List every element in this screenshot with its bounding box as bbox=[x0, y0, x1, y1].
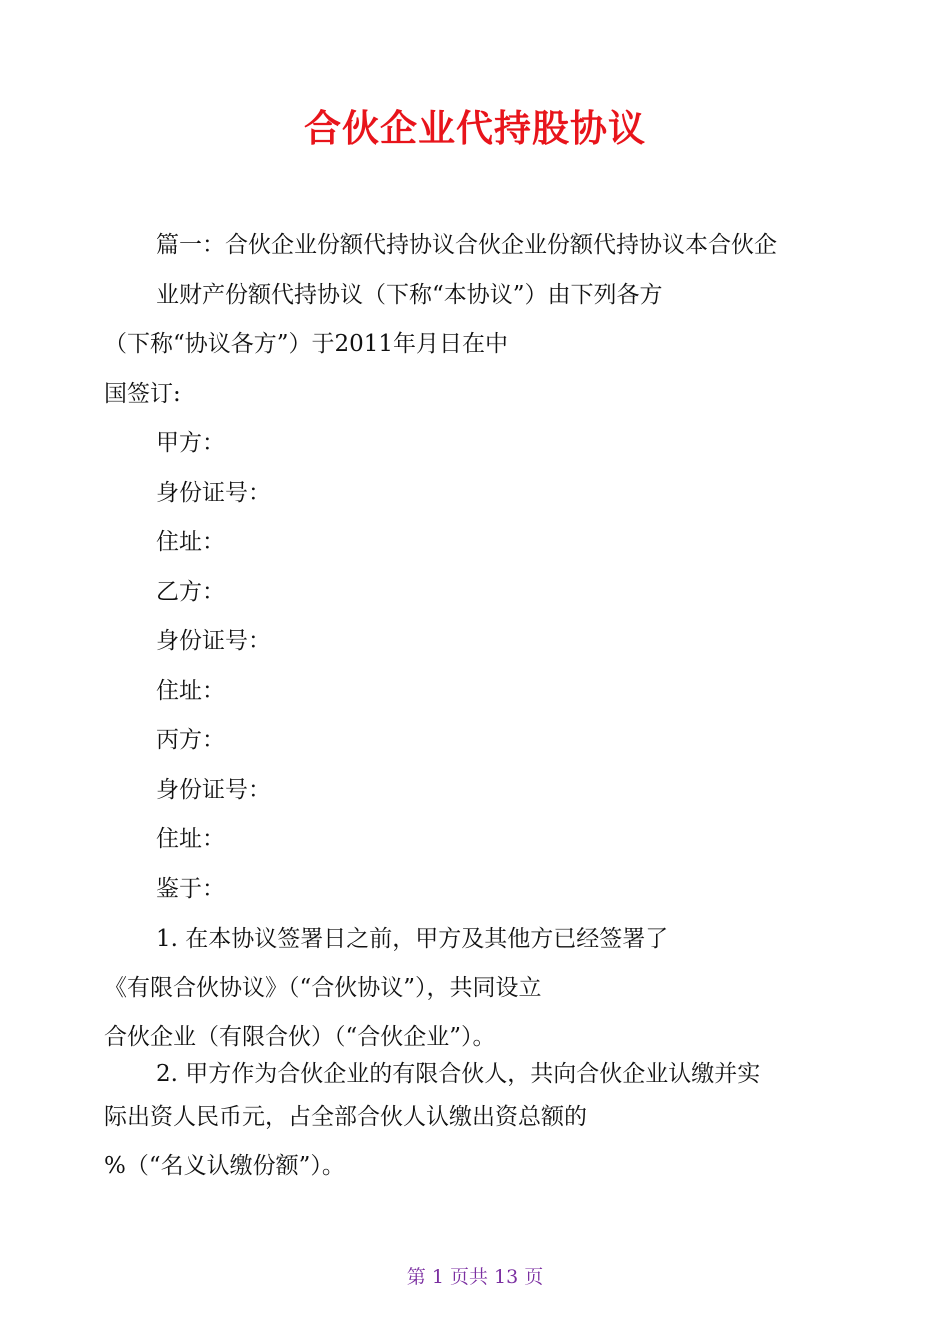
paragraph-line: 篇一：合伙企业份额代持协议合伙企业份额代持协议本合伙企 bbox=[156, 232, 777, 258]
paragraph-line: 1. 在本协议签署日之前，甲方及其他方已经签署了 bbox=[156, 926, 669, 952]
paragraph-line: （下称“协议各方”）于2011年月日在中 bbox=[104, 331, 509, 357]
paragraph-line: 国签订: bbox=[104, 381, 181, 407]
party-a-id-label: 身份证号： bbox=[156, 480, 271, 506]
paragraph-line: 2. 甲方作为合伙企业的有限合伙人，共向合伙企业认缴并实 bbox=[156, 1061, 761, 1087]
paragraph-line: %（“名义认缴份额”）。 bbox=[104, 1153, 345, 1179]
party-b-label: 乙方： bbox=[156, 579, 225, 605]
paragraph-line: 业财产份额代持协议（下称“本协议”）由下列各方 bbox=[156, 282, 663, 308]
page-number-footer: 第 1 页共 13 页 bbox=[406, 1266, 544, 1288]
party-c-label: 丙方： bbox=[156, 727, 225, 753]
paragraph-line: 《有限合伙协议》（“合伙协议”），共同设立 bbox=[104, 975, 542, 1001]
party-c-id-label: 身份证号： bbox=[156, 777, 271, 803]
party-a-label: 甲方： bbox=[156, 430, 225, 456]
document-title: 合伙企业代持股协议 bbox=[304, 107, 646, 150]
party-b-id-label: 身份证号： bbox=[156, 628, 271, 654]
paragraph-line: 合伙企业（有限合伙）（“合伙企业”）。 bbox=[104, 1024, 496, 1050]
whereas-label: 鉴于： bbox=[156, 876, 225, 902]
party-c-address-label: 住址： bbox=[156, 826, 225, 852]
party-a-address-label: 住址： bbox=[156, 529, 225, 555]
paragraph-line: 际出资人民币元，占全部合伙人认缴出资总额的 bbox=[104, 1104, 587, 1130]
party-b-address-label: 住址： bbox=[156, 678, 225, 704]
